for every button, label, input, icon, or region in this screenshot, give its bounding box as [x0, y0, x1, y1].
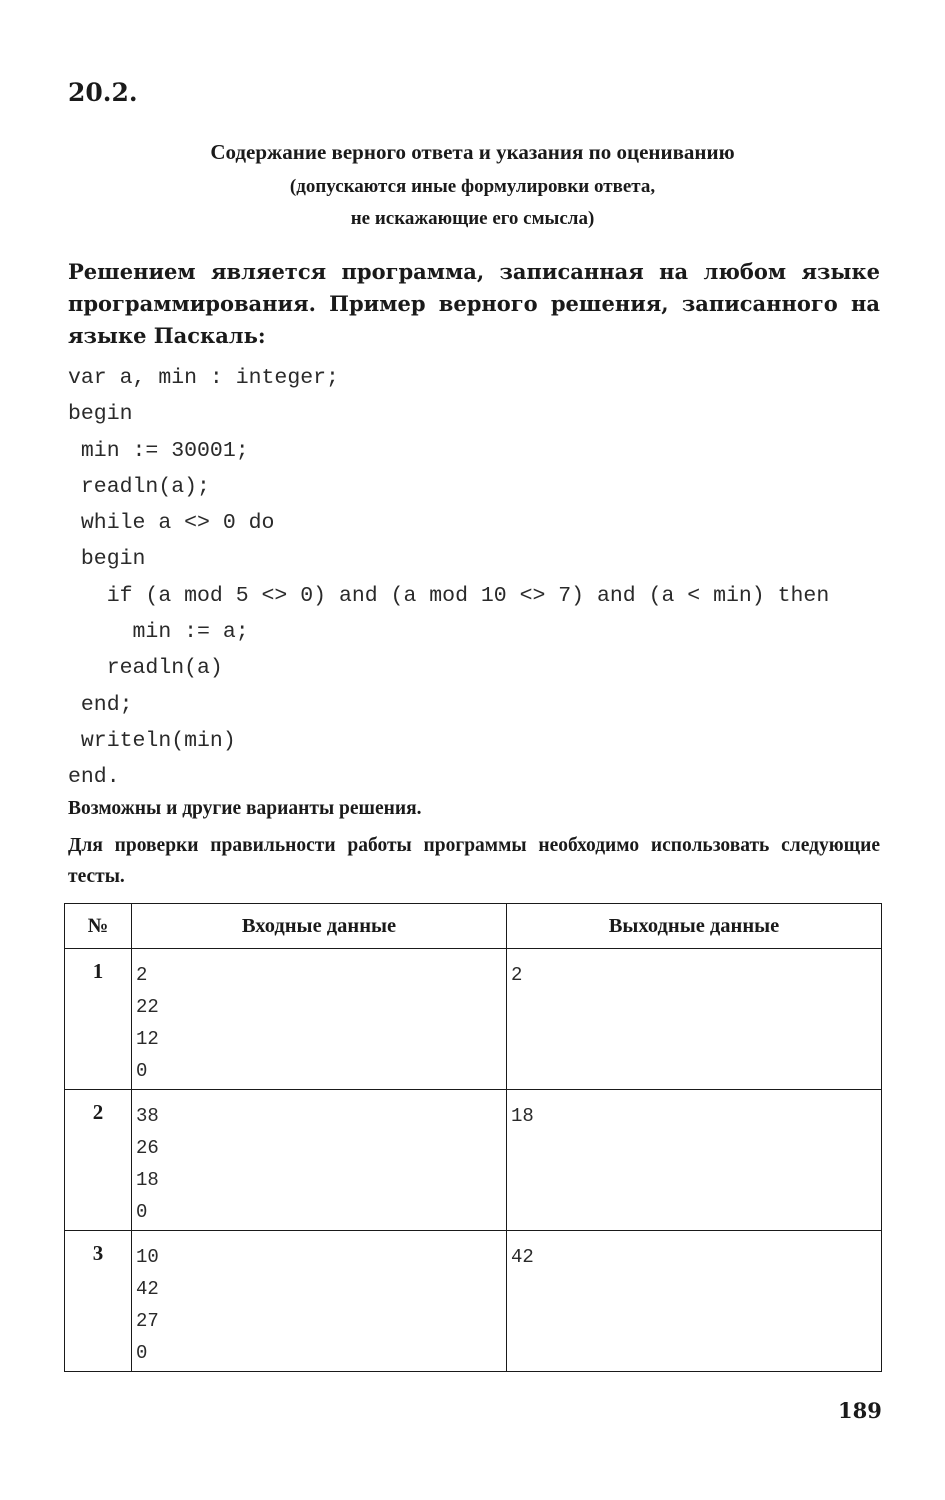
input-value: 18: [136, 1169, 159, 1191]
input-value: 0: [136, 1060, 148, 1082]
tests-intro-note: Для проверки правильности работы программы необходимо использовать следующие тесты.: [68, 835, 880, 887]
test-number: 3: [65, 1231, 132, 1372]
header-number: №: [65, 904, 132, 949]
test-input: [132, 1231, 507, 1372]
input-value: 0: [136, 1342, 148, 1364]
page-number: 189: [838, 1398, 882, 1423]
section-subtitle-line-2: не искажающие его смысла): [350, 208, 595, 229]
code-line: if (a mod 5 <> 0) and (a mod 10 <> 7) and (a < min) then: [68, 583, 830, 608]
input-value: 10: [136, 1246, 159, 1268]
intro-paragraph: Решением является программа, записанная на любом языке программирования. Пример верного решения, записанного на языке Паскаль:: [68, 259, 880, 348]
code-line: begin: [68, 402, 133, 427]
test-output: [507, 949, 882, 1090]
code-line: readln(a): [68, 656, 223, 681]
output-value: 2: [511, 964, 523, 986]
input-value: 26: [136, 1137, 159, 1159]
input-value: 12: [136, 1028, 159, 1050]
tests-table: [64, 903, 882, 1372]
test-input: [132, 949, 507, 1090]
code-line: end.: [68, 765, 120, 790]
code-line: var a, min : integer;: [68, 366, 339, 390]
test-input: [132, 1090, 507, 1231]
table-row: [65, 1231, 882, 1372]
test-number: 2: [65, 1090, 132, 1231]
test-output: [507, 1090, 882, 1231]
header-output: Выходные данные: [507, 904, 882, 949]
code-line: min := a;: [68, 620, 249, 645]
code-line: begin: [68, 547, 146, 572]
task-number: 20.2.: [68, 78, 138, 107]
section-subtitle-line-1: (допускаются иные формулировки ответа,: [289, 176, 656, 197]
code-line: while a <> 0 do: [68, 511, 275, 536]
section-title: Содержание верного ответа и указания по оцениванию: [210, 140, 735, 164]
test-number: 1: [65, 949, 132, 1090]
output-value: 42: [511, 1246, 534, 1268]
header-input: Входные данные: [132, 904, 507, 949]
code-line: readln(a);: [68, 474, 210, 499]
input-value: 22: [136, 996, 159, 1018]
table-row: [65, 1090, 882, 1231]
code-line: min := 30001;: [68, 438, 249, 463]
input-value: 38: [136, 1105, 159, 1127]
table-row: [65, 949, 882, 1090]
alternatives-note: Возможны и другие варианты решения.: [68, 798, 422, 819]
input-value: 27: [136, 1310, 159, 1332]
input-value: 0: [136, 1201, 148, 1223]
output-value: 18: [511, 1105, 534, 1127]
input-value: 42: [136, 1278, 159, 1300]
code-line: end;: [68, 692, 133, 717]
input-value: 2: [136, 964, 148, 986]
code-line: writeln(min): [68, 728, 236, 753]
test-output: [507, 1231, 882, 1372]
table-header-row: [65, 904, 882, 949]
code-block: [68, 360, 908, 796]
